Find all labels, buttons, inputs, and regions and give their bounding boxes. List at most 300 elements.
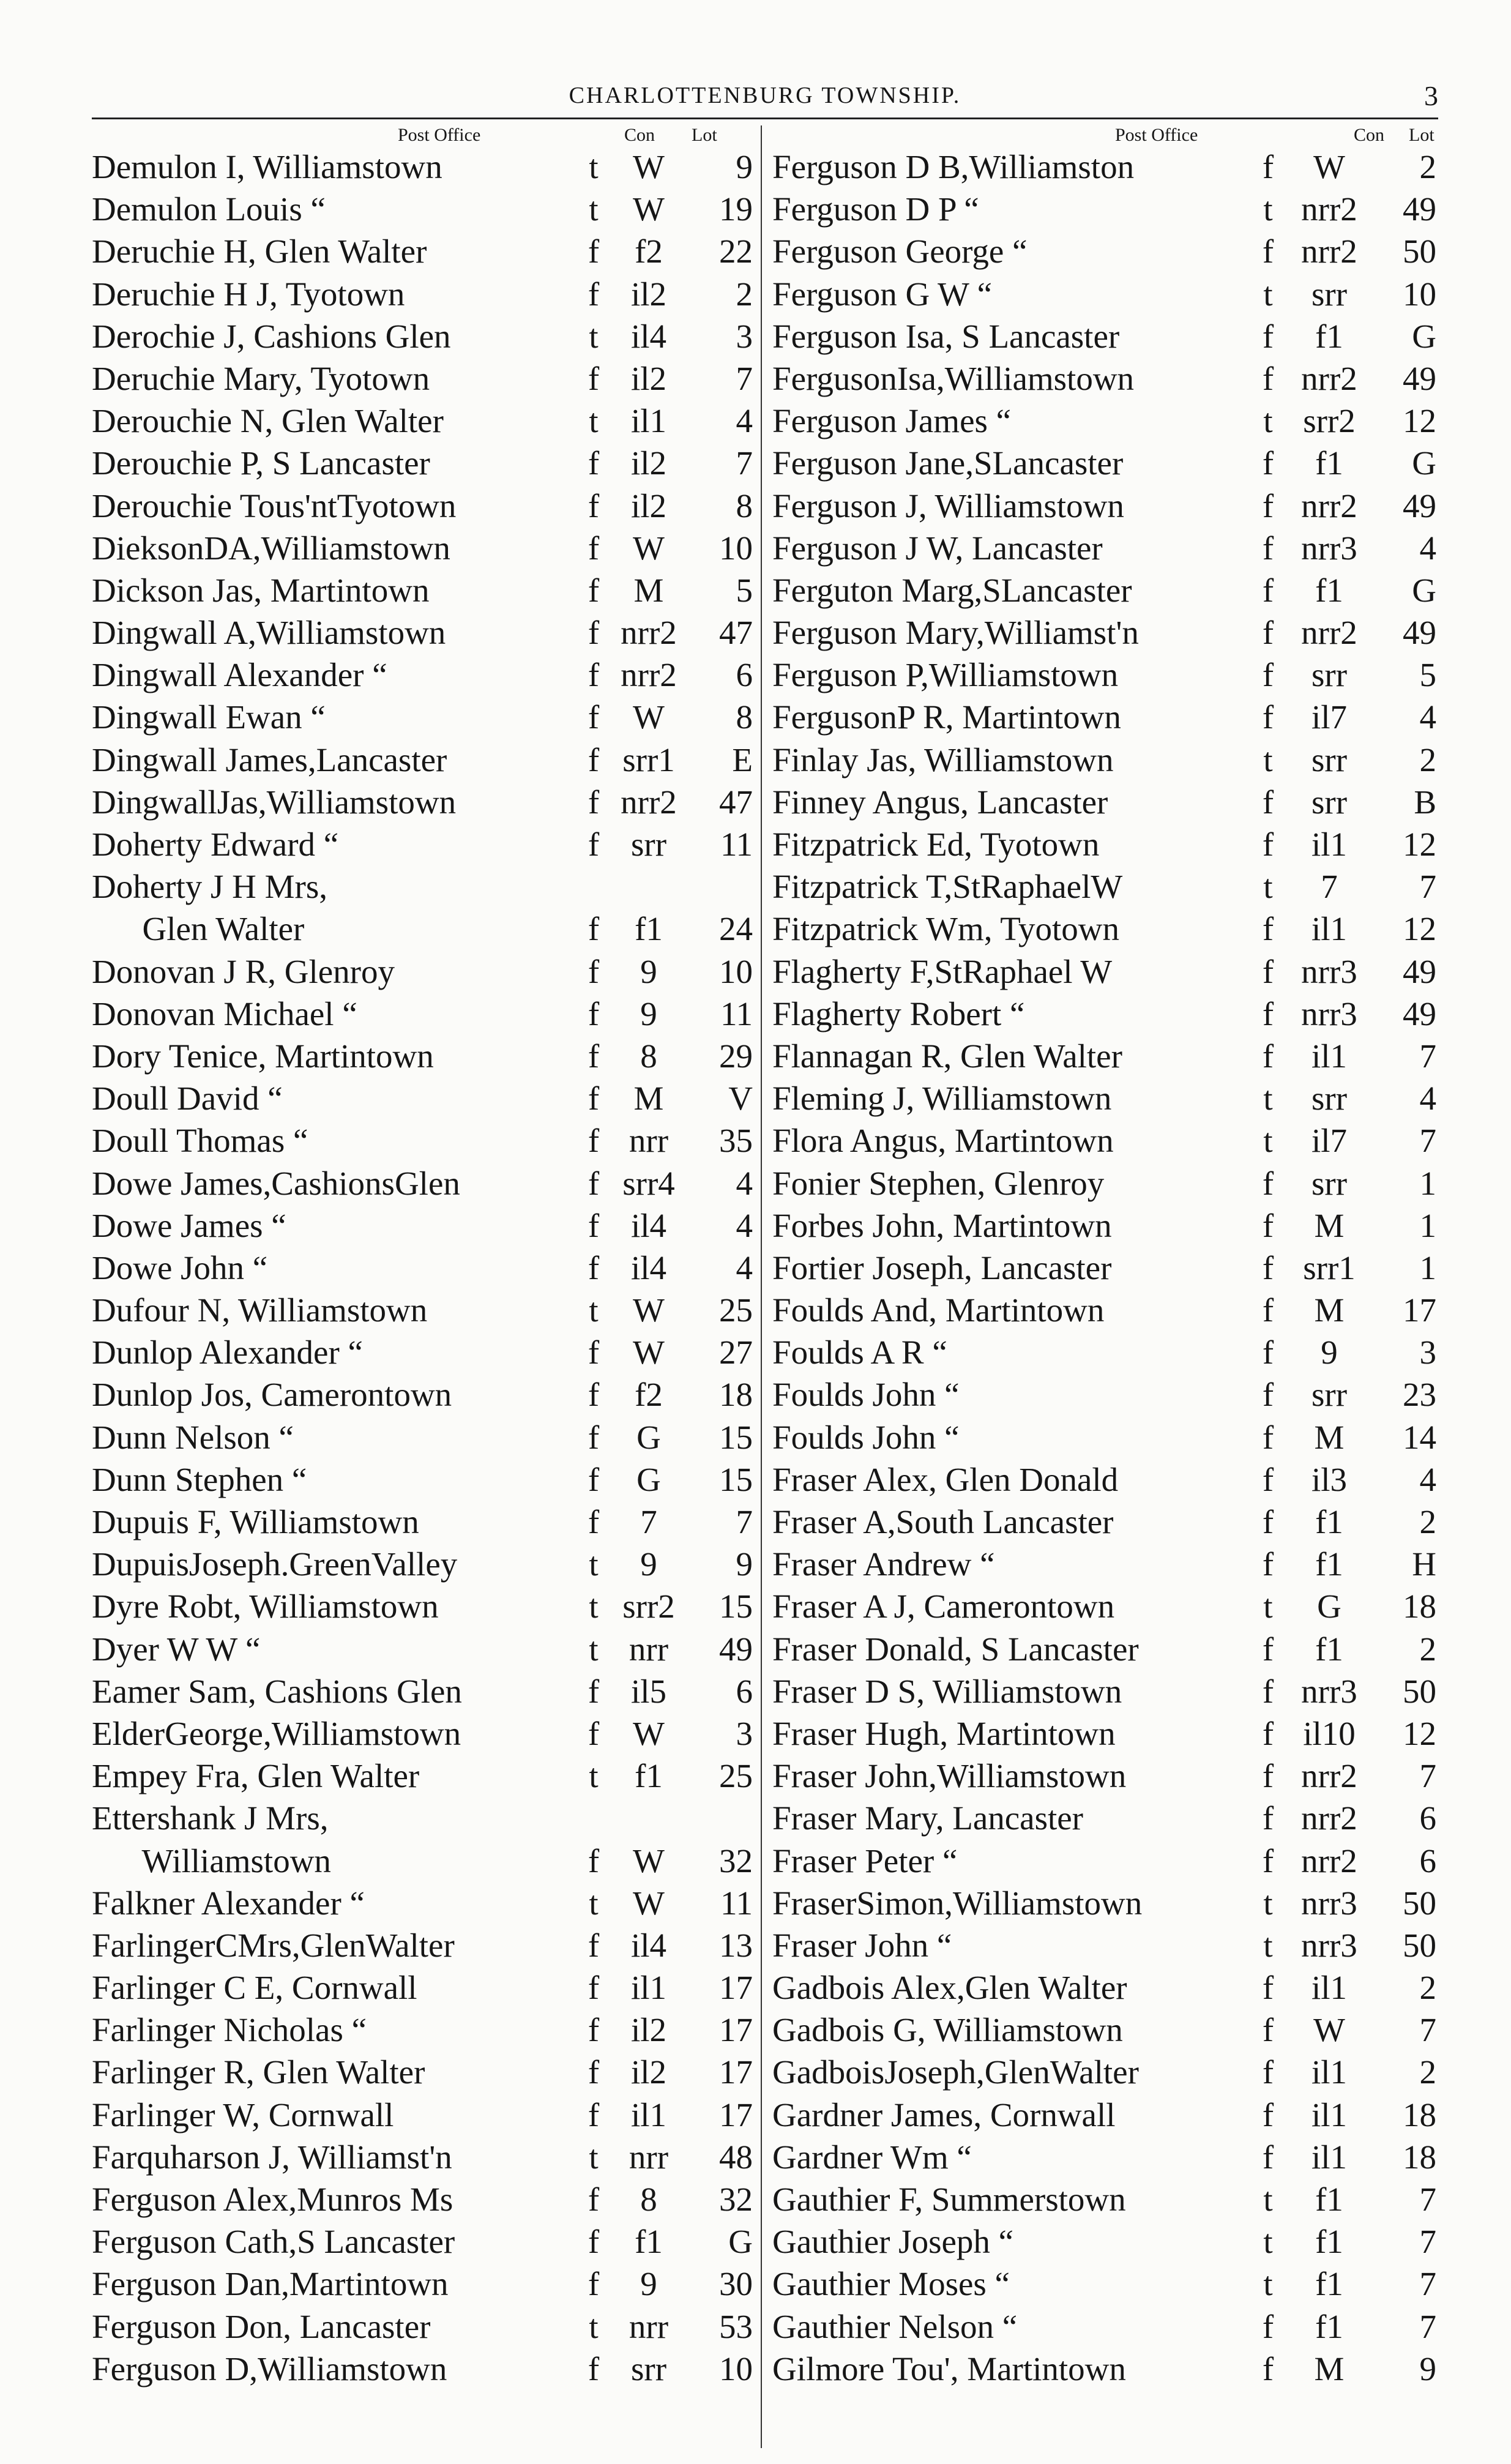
entry-freeholder-tenant: f xyxy=(588,1418,600,1456)
entry-lot: 49 xyxy=(1403,487,1436,525)
entry-freeholder-tenant: t xyxy=(1263,2265,1273,2303)
entry-lot: 7 xyxy=(1419,1037,1436,1075)
entry-name: Farquharson J, Williamst'n xyxy=(92,2138,452,2176)
directory-entry xyxy=(772,188,1439,230)
entry-name: Glen Walter xyxy=(92,910,305,948)
entry-lot: 19 xyxy=(719,190,753,228)
entry-name: Ferguton Marg,SLancaster xyxy=(772,571,1132,609)
directory-entry xyxy=(92,485,759,527)
entry-concession: srr xyxy=(1311,656,1348,694)
directory-entry xyxy=(772,1797,1439,1839)
entry-concession: f1 xyxy=(635,2223,663,2261)
entry-freeholder-tenant: f xyxy=(1262,1630,1274,1668)
entry-freeholder-tenant: f xyxy=(1262,826,1274,863)
entry-freeholder-tenant: f xyxy=(588,2011,600,2049)
entry-name: GadboisJoseph,GlenWalter xyxy=(772,2053,1139,2091)
entry-freeholder-tenant: f xyxy=(1262,2096,1274,2134)
directory-entry xyxy=(92,1628,759,1670)
directory-entry xyxy=(92,1712,759,1755)
entry-name: Ferguson George “ xyxy=(772,233,1028,271)
entry-freeholder-tenant: t xyxy=(589,2138,599,2176)
entry-concession: il1 xyxy=(1311,826,1348,863)
directory-entry xyxy=(772,485,1439,527)
entry-freeholder-tenant: f xyxy=(588,1503,600,1540)
entry-concession: W xyxy=(633,148,665,185)
entry-freeholder-tenant: f xyxy=(1262,1037,1274,1075)
entry-freeholder-tenant: f xyxy=(588,1164,600,1202)
entry-freeholder-tenant: t xyxy=(1263,2181,1273,2218)
directory-entry xyxy=(92,1755,759,1797)
entry-name: Fitzpatrick Wm, Tyotown xyxy=(772,910,1119,948)
entry-concession: il3 xyxy=(1311,1460,1348,1498)
entry-concession: srr xyxy=(1311,275,1348,313)
entry-concession: il1 xyxy=(1311,2053,1348,2091)
entry-concession: f1 xyxy=(1315,317,1343,355)
directory-entry xyxy=(92,188,759,230)
entry-concession: nrr3 xyxy=(1301,1884,1357,1922)
entry-concession: srr xyxy=(630,826,667,863)
entry-lot: 15 xyxy=(719,1588,753,1626)
entry-freeholder-tenant: f xyxy=(1262,1757,1274,1795)
entry-concession: srr xyxy=(1311,1376,1348,1414)
entry-lot: 4 xyxy=(736,1249,753,1286)
entry-freeholder-tenant: f xyxy=(1262,1164,1274,1202)
entry-lot: B xyxy=(1414,783,1436,821)
page-number: 3 xyxy=(1424,80,1438,111)
entry-concession: f1 xyxy=(1315,571,1343,609)
entry-concession: nrr xyxy=(629,2307,669,2345)
entry-freeholder-tenant: f xyxy=(1262,698,1274,736)
entry-name: Dunlop Alexander “ xyxy=(92,1334,363,1372)
directory-entry xyxy=(92,2051,759,2093)
directory-entry xyxy=(772,1501,1439,1543)
directory-entry xyxy=(772,1840,1439,1882)
entry-lot: 49 xyxy=(1403,190,1436,228)
entry-lot: 1 xyxy=(1419,1249,1436,1286)
entry-lot: 32 xyxy=(719,1842,753,1880)
directory-entry xyxy=(772,865,1439,908)
entry-lot: E xyxy=(732,741,753,778)
entry-name: Gadbois Alex,Glen Walter xyxy=(772,1969,1127,2007)
entry-lot: 29 xyxy=(719,1037,753,1075)
entry-lot: 4 xyxy=(1419,529,1436,567)
entry-concession: 9 xyxy=(640,995,657,1032)
entry-concession: nrr2 xyxy=(621,614,677,652)
entry-concession: nrr xyxy=(629,1630,669,1668)
entry-concession: nrr3 xyxy=(1301,1672,1357,1710)
entry-freeholder-tenant: f xyxy=(588,571,600,609)
directory-entry xyxy=(92,527,759,569)
entry-lot: 9 xyxy=(736,148,753,185)
entry-freeholder-tenant: f xyxy=(1262,614,1274,652)
entry-name: Flagherty F,StRaphael W xyxy=(772,952,1113,990)
entry-lot: G xyxy=(1412,571,1436,609)
entry-lot: 30 xyxy=(719,2265,753,2303)
entry-name: DupuisJoseph.GreenValley xyxy=(92,1545,458,1583)
directory-entry xyxy=(772,2263,1439,2305)
entry-lot: H xyxy=(1412,1545,1436,1583)
entry-name: Fraser A J, Camerontown xyxy=(772,1588,1115,1626)
directory-entry xyxy=(92,993,759,1035)
entry-freeholder-tenant: f xyxy=(588,614,600,652)
entry-name: Foulds John “ xyxy=(772,1418,960,1456)
entry-lot: 10 xyxy=(719,2350,753,2387)
directory-entry xyxy=(772,1882,1439,1924)
entry-concession: nrr2 xyxy=(1301,190,1357,228)
entry-lot: 17 xyxy=(719,2096,753,2134)
entry-lot: 14 xyxy=(1403,1418,1436,1456)
directory-entry xyxy=(92,442,759,484)
entry-freeholder-tenant: f xyxy=(588,487,600,525)
entry-lot: 18 xyxy=(719,1376,753,1414)
entry-lot: 4 xyxy=(1419,698,1436,736)
entry-concession: srr1 xyxy=(1303,1249,1356,1286)
entry-freeholder-tenant: t xyxy=(589,1884,599,1922)
directory-entry xyxy=(92,1247,759,1289)
entry-name: Gilmore Tou', Martintown xyxy=(772,2350,1126,2387)
directory-entry xyxy=(772,2136,1439,2178)
entry-freeholder-tenant: f xyxy=(1262,1291,1274,1329)
entry-lot: 10 xyxy=(719,529,753,567)
directory-entry xyxy=(772,696,1439,738)
directory-entry xyxy=(92,2348,759,2390)
entry-concession: nrr xyxy=(629,1122,669,1160)
directory-entry xyxy=(92,1289,759,1331)
directory-entry xyxy=(92,315,759,357)
entry-concession: 9 xyxy=(640,2265,657,2303)
directory-entry xyxy=(772,1119,1439,1162)
entry-freeholder-tenant: f xyxy=(588,2265,600,2303)
entry-name: Ferguson D B,Williamston xyxy=(772,148,1135,185)
entry-freeholder-tenant: f xyxy=(1262,1503,1274,1540)
entry-lot: 7 xyxy=(736,1503,753,1540)
entry-freeholder-tenant: t xyxy=(589,190,599,228)
entry-name: Ferguson J W, Lancaster xyxy=(772,529,1103,567)
entry-lot: 6 xyxy=(736,656,753,694)
entry-concession: nrr2 xyxy=(1301,1842,1357,1880)
entry-concession: nrr xyxy=(629,2138,669,2176)
entry-name: Dyer W W “ xyxy=(92,1630,261,1668)
entry-freeholder-tenant: f xyxy=(588,359,600,397)
entry-name: Flora Angus, Martintown xyxy=(772,1122,1114,1160)
con-heading: Con xyxy=(624,125,655,145)
entry-name: Farlinger R, Glen Walter xyxy=(92,2053,425,2091)
entry-name: Fitzpatrick T,StRaphaelW xyxy=(772,868,1123,906)
entry-concession: il2 xyxy=(630,2053,667,2091)
directory-entry xyxy=(772,2009,1439,2051)
entry-name: Ferguson J, Williamstown xyxy=(772,487,1124,525)
entry-name: Derouchie N, Glen Walter xyxy=(92,402,444,440)
entry-name: Dunn Nelson “ xyxy=(92,1418,294,1456)
entry-concession: nrr2 xyxy=(621,783,677,821)
entry-lot: 9 xyxy=(1419,2350,1436,2387)
entry-lot: 35 xyxy=(719,1122,753,1160)
entry-lot: 1 xyxy=(1419,1206,1436,1244)
entry-concession: srr2 xyxy=(1303,402,1356,440)
entry-name: Derouchie P, S Lancaster xyxy=(92,444,430,482)
directory-entry xyxy=(772,950,1439,993)
entry-freeholder-tenant: f xyxy=(1262,1969,1274,2007)
directory-entry xyxy=(772,993,1439,1035)
entry-name: Gauthier Joseph “ xyxy=(772,2223,1014,2261)
directory-entry xyxy=(772,781,1439,823)
directory-entry xyxy=(92,781,759,823)
entry-name: Ferguson Cath,S Lancaster xyxy=(92,2223,455,2261)
directory-entry xyxy=(772,1670,1439,1712)
directory-entry xyxy=(772,400,1439,442)
entry-lot: 2 xyxy=(1419,1630,1436,1668)
directory-entry xyxy=(92,1670,759,1712)
entry-concession: nrr2 xyxy=(1301,487,1357,525)
entry-lot: 12 xyxy=(1403,826,1436,863)
entry-name: Doherty J H Mrs, xyxy=(92,868,327,906)
entry-concession: il10 xyxy=(1303,1714,1356,1752)
entry-name: Foulds A R “ xyxy=(772,1334,947,1372)
entry-name: Dunlop Jos, Camerontown xyxy=(92,1376,452,1414)
entry-name: Dyre Robt, Williamstown xyxy=(92,1588,439,1626)
entry-concession: M xyxy=(1314,1291,1345,1329)
entry-freeholder-tenant: f xyxy=(1262,1799,1274,1837)
entry-concession: il4 xyxy=(630,1206,667,1244)
entry-name: Ferguson D P “ xyxy=(772,190,979,228)
directory-entry xyxy=(772,230,1439,272)
entry-name: Derouchie Tous'ntTyotown xyxy=(92,487,457,525)
entry-name: Fraser Alex, Glen Donald xyxy=(772,1460,1119,1498)
entry-lot: 12 xyxy=(1403,402,1436,440)
entry-name: Ferguson Alex,Munros Ms xyxy=(92,2181,453,2218)
entry-concession: srr xyxy=(1311,741,1348,778)
entry-name: Farlinger Nicholas “ xyxy=(92,2011,367,2049)
entry-lot: 50 xyxy=(1403,233,1436,271)
entry-name: Fraser Donald, S Lancaster xyxy=(772,1630,1139,1668)
entry-freeholder-tenant: f xyxy=(588,1969,600,2007)
entry-lot: 47 xyxy=(719,783,753,821)
entry-lot: 32 xyxy=(719,2181,753,2218)
directory-entry xyxy=(772,1077,1439,1119)
entry-lot: G xyxy=(728,2223,753,2261)
directory-entry xyxy=(772,739,1439,781)
entry-lot: 3 xyxy=(1419,1334,1436,1372)
entry-concession: f1 xyxy=(635,910,663,948)
directory-entry xyxy=(92,2305,759,2348)
entry-name: FarlingerCMrs,GlenWalter xyxy=(92,1926,455,1964)
entry-name: Dingwall Ewan “ xyxy=(92,698,326,736)
entry-concession: il2 xyxy=(630,275,667,313)
left-column xyxy=(92,122,759,2390)
entry-lot: 3 xyxy=(736,317,753,355)
entry-name: Gauthier Nelson “ xyxy=(772,2307,1018,2345)
directory-entry xyxy=(92,2094,759,2136)
entry-lot: 2 xyxy=(736,275,753,313)
entry-lot: 11 xyxy=(720,1884,753,1922)
entry-name: Finney Angus, Lancaster xyxy=(772,783,1108,821)
entry-freeholder-tenant: t xyxy=(1263,741,1273,778)
entry-lot: 18 xyxy=(1403,2096,1436,2134)
entry-freeholder-tenant: f xyxy=(1262,2138,1274,2176)
entry-freeholder-tenant: f xyxy=(588,995,600,1032)
entry-lot: 10 xyxy=(1403,275,1436,313)
directory-entry xyxy=(772,2348,1439,2390)
directory-entry xyxy=(772,2305,1439,2348)
entry-concession: f2 xyxy=(635,233,663,271)
entry-lot: 4 xyxy=(736,1164,753,1202)
entry-lot: 12 xyxy=(1403,1714,1436,1752)
entry-lot: 25 xyxy=(719,1291,753,1329)
entry-freeholder-tenant: t xyxy=(589,1291,599,1329)
directory-entry xyxy=(772,2220,1439,2263)
entry-name: Fleming J, Williamstown xyxy=(772,1080,1112,1118)
post-office-heading: Post Office xyxy=(1115,125,1198,145)
entry-lot: 3 xyxy=(736,1714,753,1752)
entry-freeholder-tenant: f xyxy=(1262,1714,1274,1752)
entry-concession: nrr3 xyxy=(1301,1926,1357,1964)
entry-name: Doull David “ xyxy=(92,1080,283,1118)
entry-lot: 17 xyxy=(1403,1291,1436,1329)
directory-entry xyxy=(92,1077,759,1119)
lot-heading: Lot xyxy=(1409,125,1435,145)
directory-entry xyxy=(92,611,759,654)
entry-name: DingwallJas,Williamstown xyxy=(92,783,457,821)
entry-freeholder-tenant: f xyxy=(588,233,600,271)
directory-entry xyxy=(92,146,759,188)
entry-name: Fraser Peter “ xyxy=(772,1842,958,1880)
directory-entry xyxy=(92,357,759,400)
entry-lot: 49 xyxy=(1403,952,1436,990)
entry-name: Ferguson Mary,Williamst'n xyxy=(772,614,1139,652)
directory-entry xyxy=(92,1797,759,1839)
entry-freeholder-tenant: t xyxy=(1263,868,1273,906)
directory-entry xyxy=(92,865,759,908)
entry-freeholder-tenant: t xyxy=(589,402,599,440)
entry-freeholder-tenant: f xyxy=(588,275,600,313)
entry-freeholder-tenant: f xyxy=(1262,1206,1274,1244)
entry-freeholder-tenant: t xyxy=(1263,1122,1273,1160)
entry-freeholder-tenant: t xyxy=(1263,190,1273,228)
entry-freeholder-tenant: f xyxy=(588,1842,600,1880)
entry-name: FergusonP R, Martintown xyxy=(772,698,1121,736)
entry-name: Dowe John “ xyxy=(92,1249,268,1286)
entry-name: Dowe James,CashionsGlen xyxy=(92,1164,460,1202)
entry-freeholder-tenant: f xyxy=(1262,317,1274,355)
entry-concession: f1 xyxy=(1315,2307,1343,2345)
entry-name: Donovan J R, Glenroy xyxy=(92,952,395,990)
entry-concession: il4 xyxy=(630,1926,667,1964)
entry-lot: 1 xyxy=(1419,1164,1436,1202)
directory-entry xyxy=(92,569,759,611)
entry-lot: 2 xyxy=(1419,148,1436,185)
entry-lot: 12 xyxy=(1403,910,1436,948)
entry-freeholder-tenant: f xyxy=(1262,233,1274,271)
entry-lot: 7 xyxy=(1419,2307,1436,2345)
directory-entry xyxy=(92,1840,759,1882)
directory-entry xyxy=(772,1755,1439,1797)
entry-concession: il1 xyxy=(630,1969,667,2007)
entry-name: Dunn Stephen “ xyxy=(92,1460,307,1498)
entry-freeholder-tenant: f xyxy=(588,1037,600,1075)
entry-freeholder-tenant: f xyxy=(588,529,600,567)
post-office-heading: Post Office xyxy=(398,125,481,145)
entry-concession: il7 xyxy=(1311,1122,1348,1160)
entry-lot: 9 xyxy=(736,1545,753,1583)
entry-concession: f1 xyxy=(1315,2181,1343,2218)
entry-name: Derochie J, Cashions Glen xyxy=(92,317,451,355)
entry-freeholder-tenant: f xyxy=(588,1460,600,1498)
directory-entry xyxy=(772,569,1439,611)
entry-lot: 7 xyxy=(736,359,753,397)
directory-entry xyxy=(92,230,759,272)
directory-entry xyxy=(92,1924,759,1966)
directory-entry xyxy=(772,2094,1439,2136)
entry-name: Gardner James, Cornwall xyxy=(772,2096,1116,2134)
directory-entry xyxy=(772,1331,1439,1373)
entry-freeholder-tenant: t xyxy=(1263,1884,1273,1922)
directory-entry xyxy=(92,1585,759,1627)
directory-entry xyxy=(92,696,759,738)
entry-lot: 25 xyxy=(719,1757,753,1795)
directory-entry xyxy=(92,1882,759,1924)
entry-name: Fraser Hugh, Martintown xyxy=(772,1714,1116,1752)
entry-freeholder-tenant: f xyxy=(1262,1842,1274,1880)
directory-entry xyxy=(772,2051,1439,2093)
entry-freeholder-tenant: f xyxy=(1262,2307,1274,2345)
entry-name: Eamer Sam, Cashions Glen xyxy=(92,1672,462,1710)
directory-entry xyxy=(92,1162,759,1204)
entry-concession: 8 xyxy=(640,1037,657,1075)
entry-name: Falkner Alexander “ xyxy=(92,1884,365,1922)
entry-freeholder-tenant: f xyxy=(588,1672,600,1710)
entry-freeholder-tenant: f xyxy=(588,1334,600,1372)
entry-concession: nrr2 xyxy=(1301,1799,1357,1837)
entry-name: Dingwall A,Williamstown xyxy=(92,614,446,652)
entry-freeholder-tenant: f xyxy=(1262,1672,1274,1710)
entry-freeholder-tenant: t xyxy=(1263,402,1273,440)
entry-name: Ferguson Isa, S Lancaster xyxy=(772,317,1120,355)
entry-name: Fraser Mary, Lancaster xyxy=(772,1799,1083,1837)
entry-name: Donovan Michael “ xyxy=(92,995,357,1032)
directory-entry xyxy=(772,273,1439,315)
entry-concession: nrr2 xyxy=(1301,1757,1357,1795)
directory-entry xyxy=(92,823,759,865)
entry-name: Fraser A,South Lancaster xyxy=(772,1503,1114,1540)
entry-freeholder-tenant: f xyxy=(1262,529,1274,567)
entry-lot: 5 xyxy=(1419,656,1436,694)
entry-freeholder-tenant: f xyxy=(1262,1545,1274,1583)
directory-entry xyxy=(772,1416,1439,1458)
entry-concession: nrr3 xyxy=(1301,952,1357,990)
entry-concession: srr xyxy=(1311,1080,1348,1118)
entry-concession: il2 xyxy=(630,444,667,482)
directory-entry xyxy=(772,146,1439,188)
directory-entry xyxy=(92,739,759,781)
entry-freeholder-tenant: f xyxy=(588,1376,600,1414)
directory-entry xyxy=(772,1712,1439,1755)
entry-name: Gauthier F, Summerstown xyxy=(772,2181,1126,2218)
entry-concession: f1 xyxy=(1315,444,1343,482)
entry-concession: W xyxy=(633,1884,665,1922)
entry-concession: il7 xyxy=(1311,698,1348,736)
entry-concession: W xyxy=(1313,148,1345,185)
entry-lot: G xyxy=(1412,317,1436,355)
entry-name: Fraser D S, Williamstown xyxy=(772,1672,1122,1710)
right-entry-list xyxy=(772,146,1439,2390)
entry-concession: W xyxy=(633,698,665,736)
entry-concession: il2 xyxy=(630,487,667,525)
entry-freeholder-tenant: f xyxy=(588,826,600,863)
directory-entry xyxy=(92,1373,759,1416)
entry-freeholder-tenant: f xyxy=(588,656,600,694)
directory-entry xyxy=(772,1543,1439,1585)
entry-lot: 15 xyxy=(719,1418,753,1456)
